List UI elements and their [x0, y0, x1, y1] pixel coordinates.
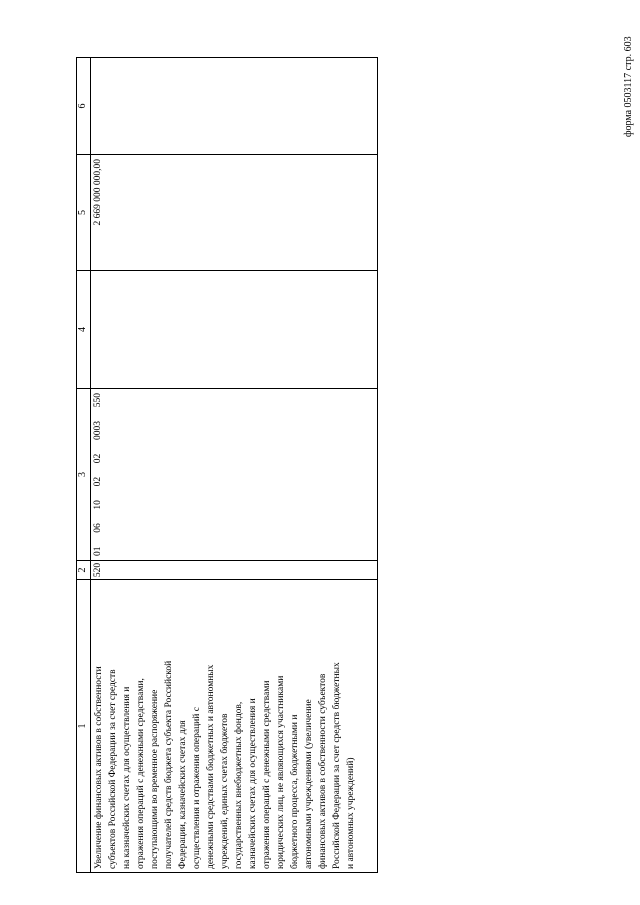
- header-col-2: 2: [77, 561, 91, 580]
- header-col-5: 5: [77, 155, 91, 271]
- kbk-part: 01: [93, 546, 103, 556]
- report-table: [76, 57, 378, 873]
- header-col-1: 1: [77, 580, 91, 873]
- header-col-3: 3: [77, 389, 91, 561]
- kbk-part: 06: [93, 523, 103, 533]
- row-kbk-cell: [91, 389, 378, 561]
- kbk-part: 02: [93, 453, 103, 464]
- report-table-container: [76, 58, 376, 873]
- kbk-part: 10: [93, 500, 103, 510]
- kbk-part: 550: [93, 393, 103, 408]
- kbk-part: 0003: [93, 420, 103, 440]
- row-description-cell: [91, 580, 378, 873]
- row-description: Увеличение финансовых активов в собственности субъектов Российской Федерации за счет средств на казначейских счетах для осуществления и отражения операций с денежными средствами, поступающими во временное распоряжение получателей средств бюджета субъекта Российской Федерации, казначейских счетах для осуществления и отражения операций с денежными средствами бюджетных и автономных учреждений, единых счетах бюджетов государственных внебюджетных фондов, казначейских счетах для осуществления и отражения операций с денежными средствами юридических лиц, не являющихся участниками бюджетного процесса, бюджетными и автономными учреждениями (увеличение финансовых активов в собственности субъектов Российской Федерации за счет средств бюджетных и автономных учреждений): [94, 660, 356, 869]
- kbk-part: 02: [93, 476, 103, 487]
- header-row: [77, 58, 91, 873]
- row-code: 520: [91, 561, 378, 580]
- row-col-6: [91, 58, 378, 155]
- header-col-6: 6: [77, 58, 91, 155]
- row-kbk: [91, 389, 105, 560]
- table-row: [91, 58, 378, 873]
- row-col-4: [91, 271, 378, 389]
- form-reference-label: форма 0503117 стр. 603: [623, 36, 634, 137]
- row-amount: 2 669 000 000,00: [91, 155, 378, 271]
- header-col-4: 4: [77, 271, 91, 389]
